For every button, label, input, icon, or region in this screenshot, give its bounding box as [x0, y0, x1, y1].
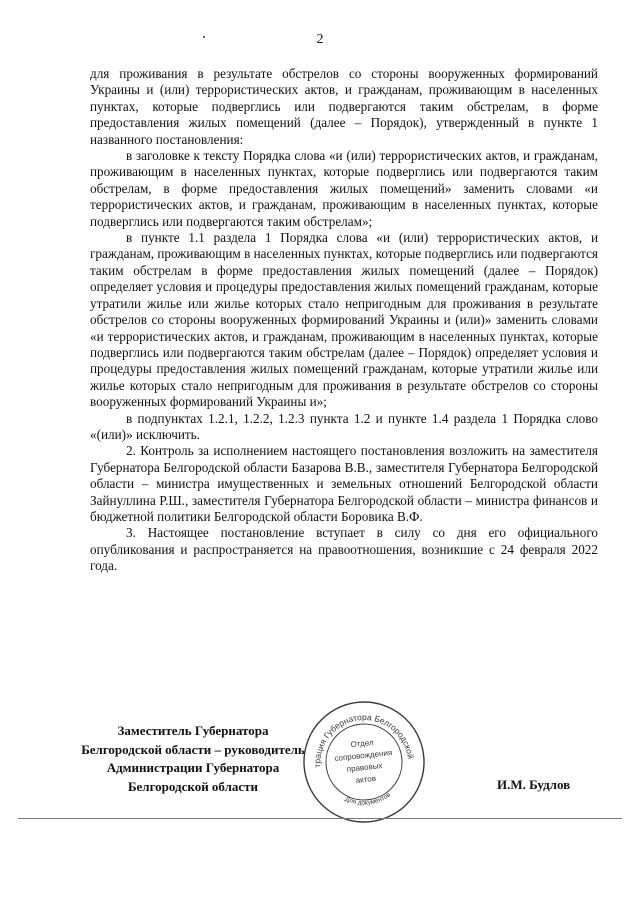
bottom-divider: [18, 818, 622, 819]
document-body: [90, 66, 598, 575]
paragraph-control: 2. Контроль за исполнением настоящего постановления возложить на заместителя Губернатора Белгородской области Базарова В.В., заместителя Губернатора Белгородской области – министра имущественных и земельных отношений Белгородской области Зайнуллина Р.Ш., заместителя Губернатора Белгородской области – министра финансов и бюджетной политики Белгородской области Боровика В.Ф.: [90, 443, 598, 524]
signature-line-3: Администрации Губернатора: [106, 760, 280, 775]
signature-position: [80, 722, 306, 796]
paragraph-title-amendment: в заголовке к тексту Порядка слова «и (или) террористических актов, и гражданам, проживающим в населенных пунктах, которые подверглись или подвергаются таким обстрелам, в форме предоставления жилых помещений» заменить словами «и террористических актов, и гражданам, проживающим в населенных пунктах, которые подверглись или подвергаются таким обстрелам»;: [90, 148, 598, 229]
stamp-center-line-3: правовых: [346, 761, 383, 774]
paragraph-effective-date: 3. Настоящее постановление вступает в силу со дня его официального опубликования и распространяется на правоотношения, возникшие с 24 февраля 2022 года.: [90, 525, 598, 574]
signature-line-1: Заместитель Губернатора: [117, 723, 269, 738]
paragraph-continuation: для проживания в результате обстрелов со стороны вооруженных формирований Украины и (или) террористических актов, и гражданам, проживающим в населенных пунктах, которые подверглись или подвергаются таким обстрелам, в форме предоставления жилых помещений (далее – Порядок), утвержденный в пункте 1 названного постановления:: [90, 66, 598, 147]
stamp-center-line-2: сопровождения: [334, 748, 393, 764]
page-number: 2: [316, 32, 324, 47]
stamp-graphic: [300, 698, 428, 826]
stamp-outer-text: Администрация Губернатора Белгородской: [312, 711, 416, 768]
official-stamp: [300, 698, 428, 826]
stamp-center-line-4: актов: [355, 773, 377, 785]
signature-line-2: Белгородской области – руководитель: [81, 741, 305, 757]
stamp-bottom-text: Для документов: [343, 791, 393, 807]
paragraph-clause-1-1-amendment: в пункте 1.1 раздела 1 Порядка слова «и (или) террористических актов, и гражданам, проживающим в населенных пунктах, которые подверглись или подвергаются таким обстрелам в форме предоставления жилых помещений (далее – Порядок) определяет условия и процедуры предоставления жилых помещений гражданам, которые утратили жилье или жилье которых стало непригодным для проживания в результате обстрелов со стороны вооруженных формирований Украины и (или)» заменить словами «и террористических актов, и гражданам, проживающим в населенных пунктах, которые подверглись или подвергаются таким обстрелам (далее – Порядок) определяет условия и процедуры предоставления жилых помещений гражданам, которые утратили жилье или жилье которых стало непригодным для проживания в результате обстрелов со стороны вооруженных формирований Украины и»;: [90, 230, 598, 410]
stamp-center-line-1: Отдел: [350, 737, 375, 750]
signature-line-4: Белгородской области: [127, 778, 259, 794]
paragraph-subclauses-amendment: в подпунктах 1.2.1, 1.2.2, 1.2.3 пункта 1.2 и пункте 1.4 раздела 1 Порядка слово «(или)» исключить.: [90, 410, 598, 442]
signer-name: И.М. Будлов: [497, 777, 571, 792]
